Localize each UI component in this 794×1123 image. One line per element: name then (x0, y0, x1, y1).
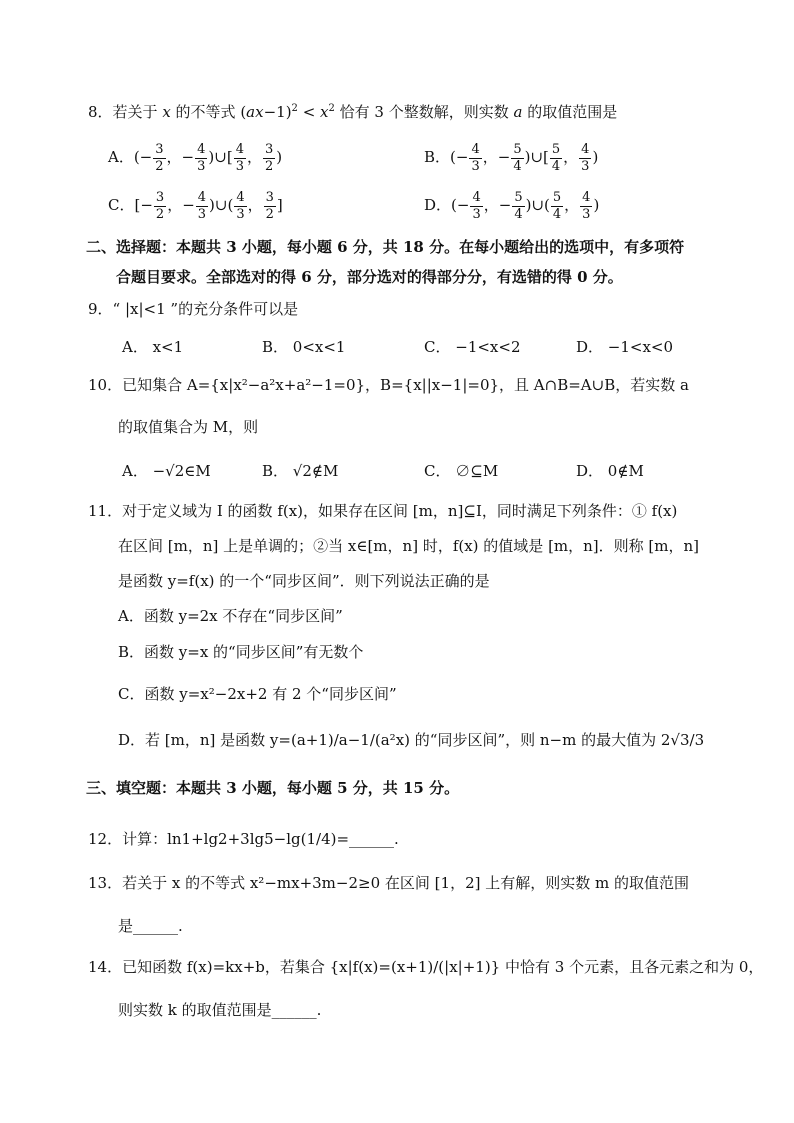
q8-option-a: A．(− $\frac{3}{2}$ ，− $\frac{4}{3}$ )∪[ $\frac{4}{3}$ ， $\frac{3}{2}$ ) (108, 142, 283, 174)
q9-option-a: A． x<1 (122, 338, 184, 356)
q8-stem: 8．若关于 x 的不等式 $(ax-1)^2 < x^2$ 恰有 3 个整数解，则实数 a 的取值范围是 (88, 103, 618, 121)
q11-option-b: B．函数 y=x 的“同步区间”有无数个 (118, 643, 364, 661)
q9-option-d: D． −1<x<0 (576, 338, 674, 356)
q10-option-c: C． ∅⊆M (424, 462, 499, 480)
q11-stem-line3: 是函数 y=f(x) 的一个“同步区间”．则下列说法正确的是 (118, 572, 490, 590)
q9-stem: 9．“ |x|<1 ”的充分条件可以是 (88, 300, 299, 318)
q9-option-c: C． −1<x<2 (424, 338, 521, 356)
q10-option-d: D． 0∉M (576, 462, 644, 480)
q11-stem-line1: 11．对于定义域为 I 的函数 f(x)，如果存在区间 [m，n]⊆I，同时满足下列条件：① f(x) (88, 502, 678, 520)
q11-option-a: A．函数 y=2x 不存在“同步区间” (118, 607, 343, 625)
q14-stem-line2: 则实数 k 的取值范围是______. (118, 1001, 322, 1019)
q13-stem-line2: 是______. (118, 917, 183, 935)
q9-option-b: B． 0<x<1 (262, 338, 346, 356)
q10-stem-line1: 10．已知集合 A={x|x²−a²x+a²−1=0}，B={x||x−1|=0}，且 A∩B=A∪B，若实数 a (88, 376, 689, 394)
q12-stem: 12．计算：ln1+lg2+3lg5−lg(1/4)=______. (88, 830, 399, 848)
q11-option-d: D．若 [m，n] 是函数 y=(a+1)/a−1/(a²x) 的“同步区间”，则 n−m 的最大值为 2√3/3 (118, 731, 705, 749)
q13-stem-line1: 13．若关于 x 的不等式 x²−mx+3m−2≥0 在区间 [1，2] 上有解，则实数 m 的取值范围 (88, 874, 689, 892)
q10-option-b: B． √2∉M (262, 462, 339, 480)
q8-option-c: C．[− $\frac{3}{2}$ ，− $\frac{4}{3}$ )∪( $\frac{4}{3}$ ， $\frac{3}{2}$ ] (108, 190, 283, 222)
section2-heading-line2: 合题目要求。全部选对的得 6 分，部分选对的得部分分，有选错的得 0 分。 (116, 268, 623, 286)
section2-heading-line1: 二、选择题：本题共 3 小题，每小题 6 分，共 18 分。在每小题给出的选项中，有多项符 (86, 238, 685, 256)
q10-option-a: A． −√2∈M (122, 462, 211, 480)
q10-stem-line2: 的取值集合为 M，则 (118, 418, 259, 436)
q11-option-c: C．函数 y=x²−2x+2 有 2 个“同步区间” (118, 685, 397, 703)
q8-option-b: B．(− $\frac{4}{3}$ ，− $\frac{5}{4}$ )∪[ $\frac{5}{4}$ ， $\frac{4}{3}$ ) (424, 142, 599, 174)
q14-stem-line1: 14．已知函数 f(x)=kx+b，若集合 {x|f(x)=(x+1)/(|x|+1)} 中恰有 3 个元素，且各元素之和为 0， (88, 958, 764, 976)
q8-option-d: D．(− $\frac{4}{3}$ ，− $\frac{5}{4}$ )∪( $\frac{5}{4}$ ， $\frac{4}{3}$ ) (424, 190, 600, 222)
q11-stem-line2: 在区间 [m，n] 上是单调的；②当 x∈[m，n] 时，f(x) 的值域是 [m，n]．则称 [m，n] (118, 537, 700, 555)
section3-heading: 三、填空题：本题共 3 小题，每小题 5 分，共 15 分。 (86, 779, 460, 797)
